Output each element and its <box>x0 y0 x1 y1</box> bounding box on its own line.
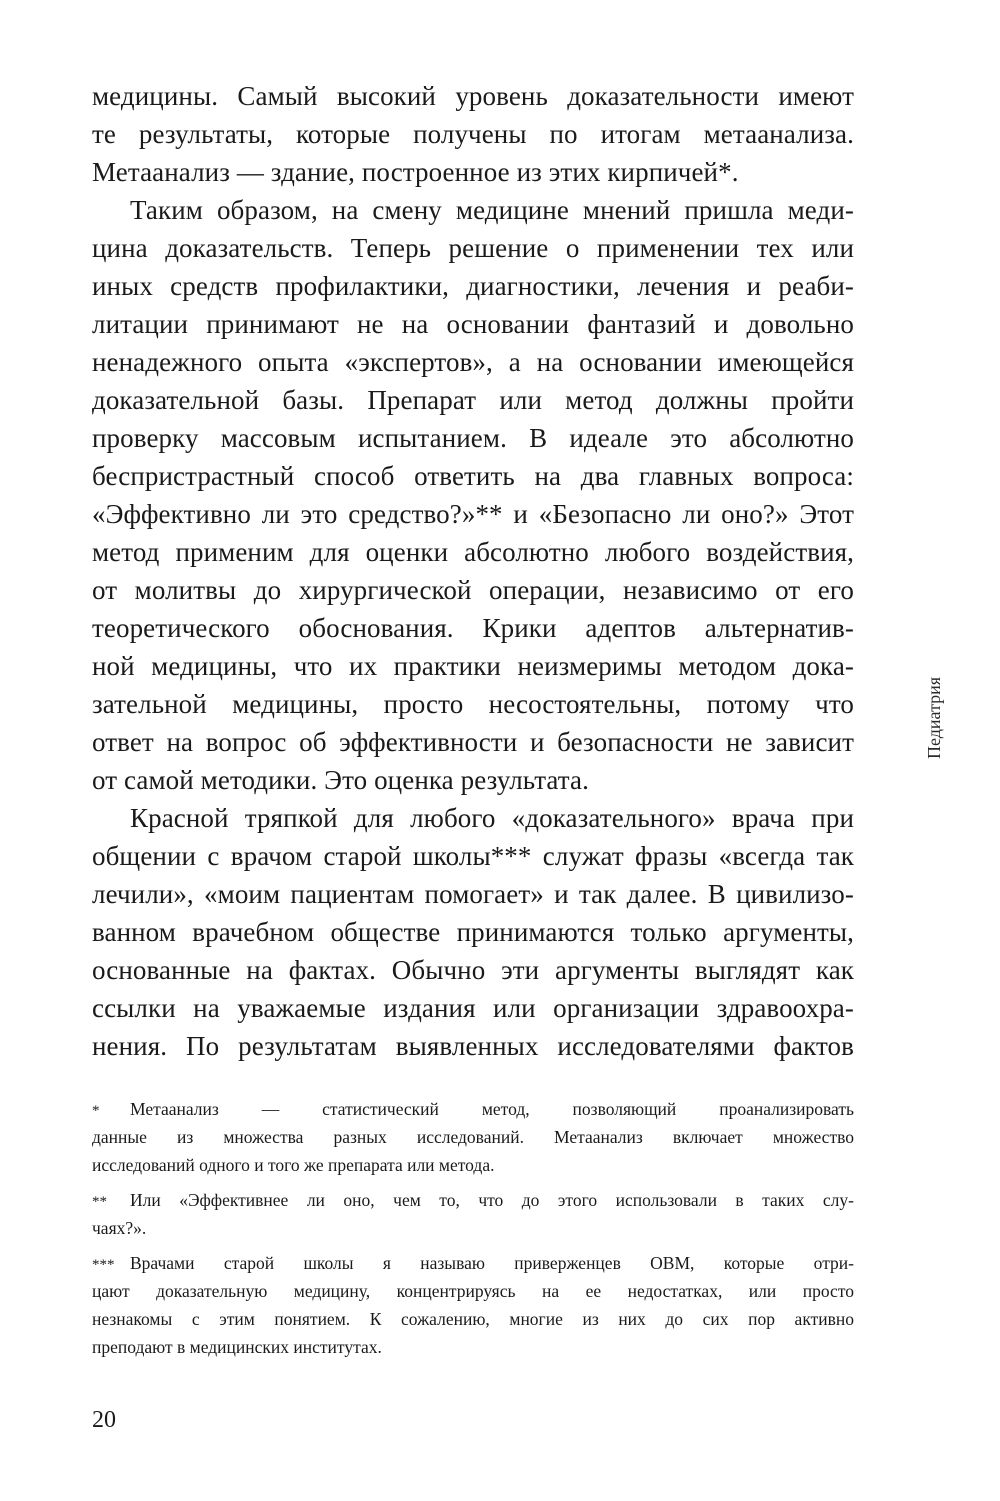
body-line: общении с врачом старой школы*** служат фразы «всегда так <box>92 841 854 871</box>
footnote-1-line: исследований одного и того же препарата или метода. <box>92 1155 495 1175</box>
body-line: от молитвы до хирургической операции, независимо от его <box>92 575 854 605</box>
body-line: ответ на вопрос об эффективности и безопасности не зависит <box>92 727 854 757</box>
body-line: иных средств профилактики, диагностики, лечения и реаби- <box>92 271 854 301</box>
body-line: ненадежного опыта «экспертов», а на основании имеющейся <box>92 347 854 377</box>
body-line: Таким образом, на смену медицине мнений пришла меди- <box>130 195 854 225</box>
footnote-2-mark: ** <box>92 1194 107 1210</box>
footnote-3-line: *** Врачами старой школы я называю приверженцев ОВМ, которые отри- <box>92 1249 854 1277</box>
footnote-1-line: данные из множества разных исследований. Метаанализ включает множество <box>92 1127 854 1147</box>
body-line: ной медицины, что их практики неизмеримы методом дока- <box>92 651 854 681</box>
body-line: медицины. Самый высокий уровень доказательности имеют <box>92 81 854 111</box>
body-line: от самой методики. Это оценка результата. <box>92 765 589 795</box>
footnote-3-mark: *** <box>92 1257 115 1273</box>
body-line: беспристрастный способ ответить на два главных вопроса: <box>92 461 854 491</box>
footnote-2-line: ** Или «Эффективнее ли оно, чем то, что до этого использовали в таких слу- <box>92 1186 854 1214</box>
body-line: метод применим для оценки абсолютно любого воздействия, <box>92 537 854 567</box>
body-line: цина доказательств. Теперь решение о применении тех или <box>92 233 854 263</box>
body-line: нения. По результатам выявленных исследователями фактов <box>92 1031 854 1061</box>
body-line: литации принимают не на основании фантазий и довольно <box>92 309 854 339</box>
body-line: доказательной базы. Препарат или метод должны пройти <box>92 385 854 415</box>
body-line: Красной тряпкой для любого «доказательного» врача при <box>130 803 854 833</box>
body-line: основанные на фактах. Обычно эти аргументы выглядят как <box>92 955 854 985</box>
footnote-3-line: незнакомы с этим понятием. К сожалению, многие из них до сих пор активно <box>92 1309 854 1329</box>
body-line: ссылки на уважаемые издания или организации здравоохра- <box>92 993 854 1023</box>
body-line: зательной медицины, просто несостоятельны, потому что <box>92 689 854 719</box>
body-line: лечили», «моим пациентам помогает» и так далее. В цивилизо- <box>92 879 854 909</box>
footnote-3-line: преподают в медицинских институтах. <box>92 1337 382 1357</box>
body-line: те результаты, которые получены по итогам метаанализа. <box>92 119 854 149</box>
footnote-2-line: чаях?». <box>92 1218 147 1238</box>
footnote-1-line: * Метаанализ — статистический метод, позволяющий проанализировать <box>92 1095 854 1123</box>
body-line: Метаанализ — здание, построенное из этих кирпичей*. <box>92 157 739 187</box>
body-line: ванном врачебном обществе принимаются только аргументы, <box>92 917 854 947</box>
body-line: теоретического обоснования. Крики адептов альтернатив- <box>92 613 854 643</box>
footnote-3-line: цают доказательную медицину, концентрируясь на ее недостатках, или просто <box>92 1281 854 1301</box>
section-side-label: Педиатрия <box>924 676 944 760</box>
page-number: 20 <box>92 1407 116 1433</box>
body-line: проверку массовым испытанием. В идеале это абсолютно <box>92 423 854 453</box>
footnote-1-mark: * <box>92 1103 100 1119</box>
body-line: «Эффективно ли это средство?»** и «Безопасно ли оно?» Этот <box>92 499 854 529</box>
